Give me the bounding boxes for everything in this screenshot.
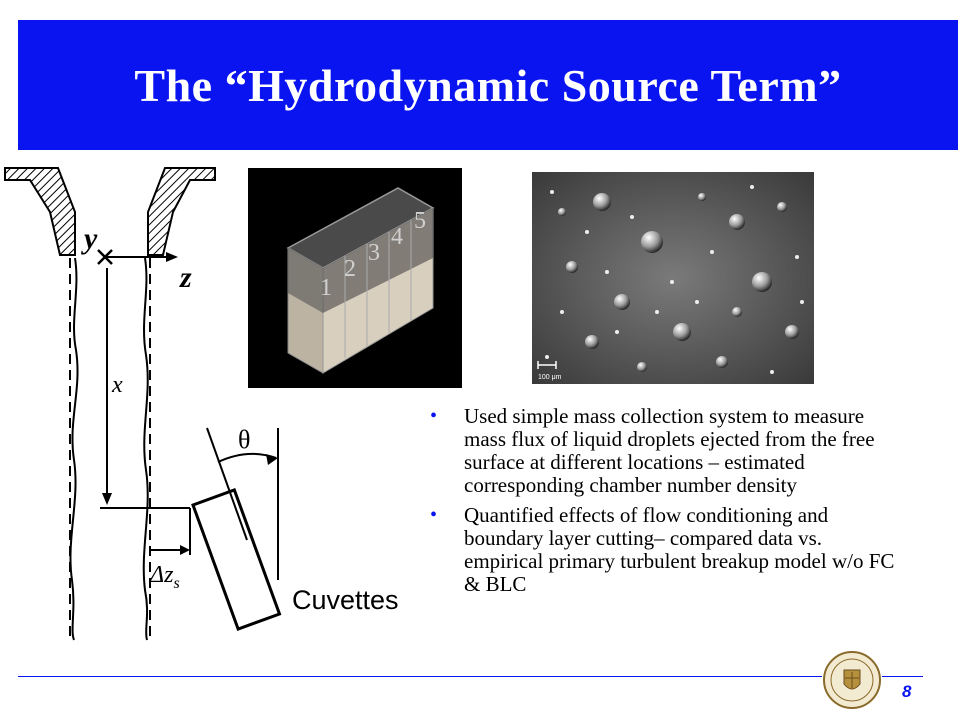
axis-label-x: x [112,372,123,398]
title-banner [18,20,958,150]
bullet-dot-icon: • [430,504,438,526]
axis-label-z: z [180,261,192,294]
nozzle-right-wall [148,168,215,255]
footer-divider [18,676,923,677]
bullet-text: Used simple mass collection system to measure mass flux of liquid droplets ejected from the free surface at different locations – estimated corresponding chamber number density [464,404,875,497]
cuvette-number: 4 [391,224,403,250]
slide-title: The “Hydrodynamic Source Term” [134,59,842,111]
bullet-dot-icon: • [430,405,438,427]
bullet-list [430,405,900,603]
cuvette-number: 1 [320,275,332,301]
page-number: 8 [902,682,912,701]
bullet-text: Quantified effects of flow conditioning and boundary layer cutting– compared data vs. empirical primary turbulent breakup model w/o FC & BLC [464,503,895,596]
scale-bar-label: 100 μm [538,374,562,381]
cuvette-number: 2 [344,256,356,282]
bullet-item [430,405,900,497]
nozzle-left-wall [5,168,75,255]
jet-surface-left [70,258,77,640]
delta-z-label: $\Delta z_s$ [150,562,180,592]
droplets-micrograph [532,172,814,384]
cuvettes-label: Cuvettes [292,585,399,615]
cuvettes-photo [248,168,462,388]
jet-surface-right [144,258,148,640]
theta-label: θ [238,425,251,454]
bullet-item [430,504,900,596]
university-seal-icon [822,650,882,710]
cuvette-number: 3 [368,240,380,266]
axis-label-y: y [84,222,98,255]
cuvette-number: 5 [414,208,426,234]
